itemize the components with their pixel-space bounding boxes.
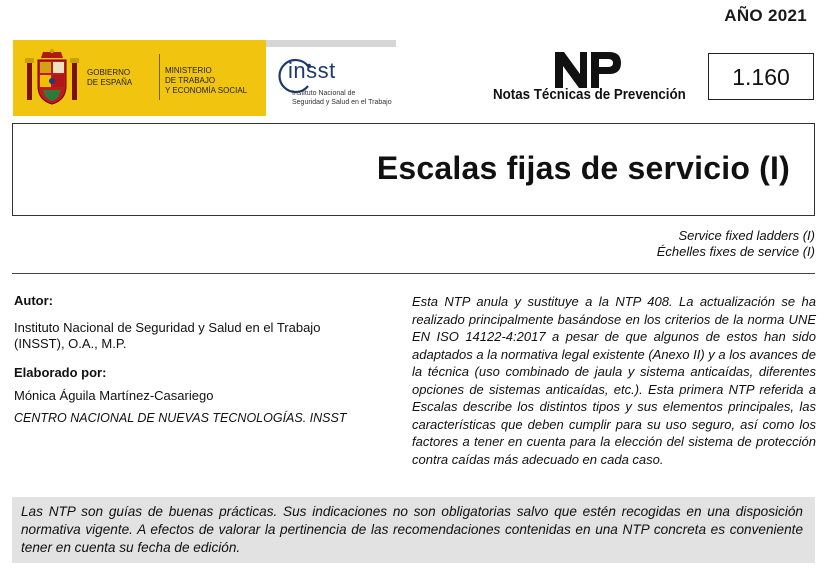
- abstract-text: Esta NTP anula y sustituye a la NTP 408. La actualización se ha realizado principalmente basándose en los criterios de la norma UNE EN ISO 14122-4:2017 a pesar de que algunos de estos han sido adaptados a la normativa legal existente (Anexo II) y a los avances de la técnica (uso combinado de jaula y sistema anticaídas, diferentes opciones de sistemas anticaídas, etc.). Esta primera NTP referida a Escalas describe los distintos tipos y sus elementos principales, las características que deben cumplir para su uso seguro, así como los factores a tener en cuenta para la elección del sistema de protección contra caídas más adecuado en cada caso.: [412, 294, 816, 467]
- government-logo-block: [13, 40, 266, 116]
- alternate-titles: [657, 228, 815, 260]
- disclaimer-note: Las NTP son guías de buenas prácticas. Sus indicaciones no son obligatorias salvo que estén recogidas en una disposición normativa vigente. A efectos de valorar la pertinencia de las recomendaciones contenidas en una NTP concreta es conveniente tener en cuenta su fecha de edición.: [12, 497, 815, 563]
- header-grey-strip: [266, 40, 396, 47]
- ntp-number: 1.160: [732, 64, 790, 90]
- logo-divider: [159, 54, 160, 100]
- year-label: AÑO 2021: [724, 6, 807, 25]
- coat-of-arms-icon: [23, 48, 81, 108]
- insst-wordmark: insst: [288, 58, 336, 83]
- credits-column: [14, 293, 394, 426]
- title-box: [12, 123, 815, 216]
- ministry-name: MINISTERIO DE TRABAJO Y ECONOMÍA SOCIAL: [165, 66, 248, 95]
- author-label: Autor:: [14, 293, 53, 308]
- author-name: Instituto Nacional de Seguridad y Salud en el Trabajo (INSST), O.A., M.P.: [14, 320, 321, 351]
- np-logo-icon: [555, 52, 623, 88]
- prepared-by-label: Elaborado por:: [14, 365, 107, 380]
- ntp-number-box: [708, 53, 814, 100]
- title-french: Échelles fixes de service (I): [656, 244, 815, 259]
- government-name: GOBIERNO DE ESPAÑA: [87, 68, 133, 87]
- title-english: Service fixed ladders (I): [678, 228, 815, 243]
- section-divider: [12, 273, 815, 274]
- insst-logo: [270, 52, 400, 114]
- series-title: Notas Técnicas de Prevención: [493, 87, 686, 103]
- center-name: CENTRO NACIONAL DE NUEVAS TECNOLOGÍAS. INSST: [14, 411, 347, 425]
- prepared-by-name: Mónica Águila Martínez-Casariego: [14, 388, 214, 403]
- document-title: Escalas fijas de servicio (I): [376, 150, 790, 186]
- insst-subtitle: Instituto Nacional de Seguridad y Salud en el Trabajo: [292, 90, 392, 106]
